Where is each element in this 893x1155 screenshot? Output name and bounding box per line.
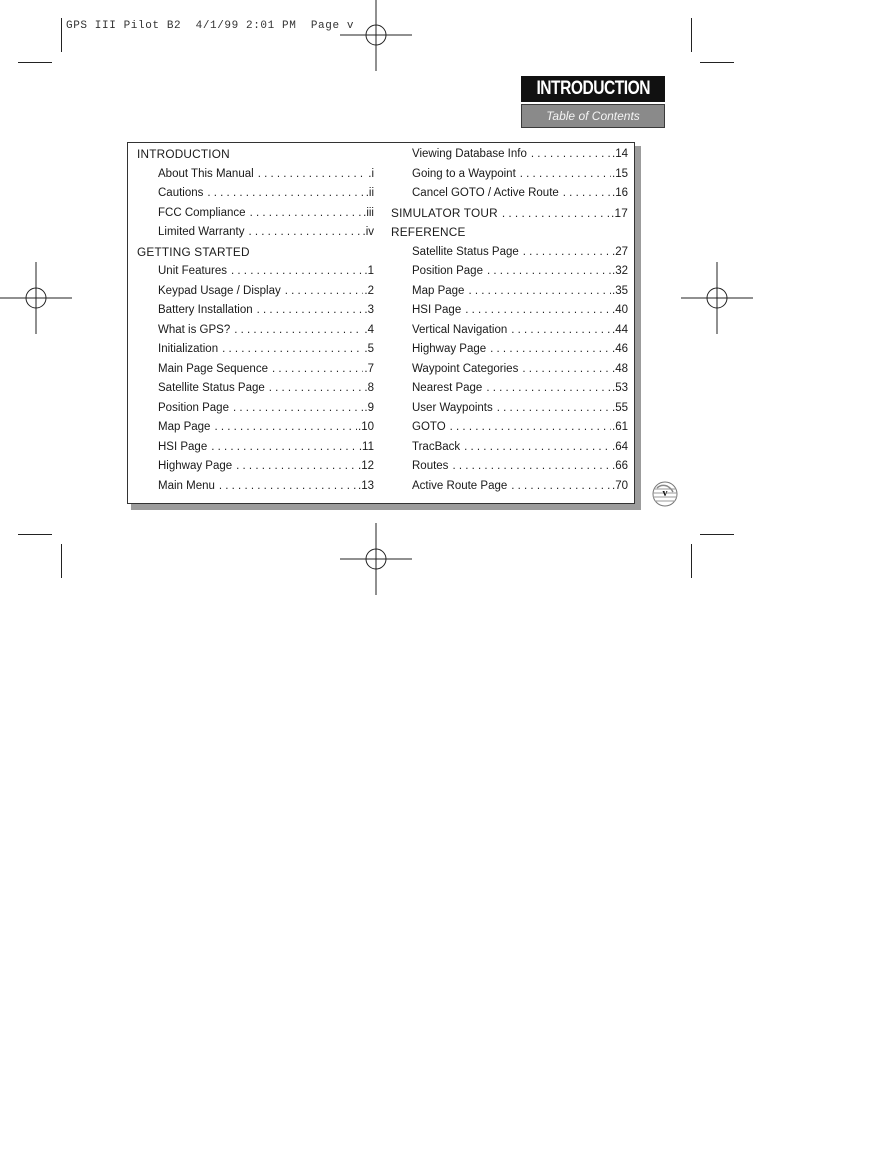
- toc-dot-leader: [231, 262, 363, 282]
- toc-entry: [137, 438, 374, 458]
- toc-entry: [137, 379, 374, 399]
- toc-entry-label: INTRODUCTION: [137, 147, 230, 161]
- toc-entry-page: .17: [611, 205, 628, 220]
- toc-dot-leader: [452, 457, 611, 477]
- toc-section-heading: [137, 145, 374, 165]
- toc-entry-page: .iii: [363, 206, 374, 219]
- toc-entry: [391, 379, 628, 399]
- toc-entry-label: GETTING STARTED: [137, 244, 250, 259]
- toc-dot-leader: [269, 379, 364, 399]
- toc-column-left: [137, 145, 374, 496]
- toc-section-heading: [391, 204, 628, 224]
- toc-entry: [137, 165, 374, 185]
- toc-entry-label: FCC Compliance: [158, 206, 246, 219]
- toc-entry: [137, 321, 374, 341]
- toc-dot-leader: [486, 379, 611, 399]
- toc-dot-leader: [249, 223, 362, 243]
- toc-entry-label: Unit Features: [158, 265, 228, 277]
- toc-dot-leader: [468, 282, 611, 302]
- toc-dot-leader: [497, 399, 611, 419]
- toc-entry-page: .61: [612, 421, 628, 433]
- toc-entry-page: .11: [358, 440, 374, 453]
- toc-entry-label: Going to a Waypoint: [412, 167, 516, 180]
- toc-entry-page: .5: [364, 343, 374, 355]
- toc-dot-leader: [272, 360, 363, 380]
- toc-entry-label: Highway Page: [158, 460, 233, 472]
- toc-entry: [137, 418, 374, 438]
- toc-entry-page: .ii: [365, 187, 374, 199]
- toc-dot-leader: [487, 262, 611, 282]
- toc-dot-leader: [219, 477, 357, 497]
- toc-entry: [137, 477, 374, 497]
- toc-entry-page: .55: [612, 401, 628, 414]
- page-number-badge: [651, 480, 679, 508]
- toc-entry-label: Position Page: [412, 265, 483, 277]
- toc-entry-label: User Waypoints: [412, 401, 493, 414]
- toc-entry-page: .15: [612, 167, 628, 180]
- toc-entry-label: Cancel GOTO / Active Route: [412, 187, 559, 199]
- toc-entry-page: .16: [612, 187, 628, 199]
- toc-dot-leader: [207, 184, 364, 204]
- toc-entry: [391, 165, 628, 185]
- toc-dot-leader: [250, 204, 363, 224]
- toc-entry-page: .2: [364, 284, 374, 297]
- toc-dot-leader: [222, 340, 363, 360]
- toc-dot-leader: [511, 321, 611, 341]
- page-number: v: [662, 488, 668, 499]
- toc-entry-label: Battery Installation: [158, 304, 253, 316]
- toc-dot-leader: [285, 282, 364, 302]
- toc-entry-label: Highway Page: [412, 343, 487, 355]
- toc-entry: [391, 418, 628, 438]
- crop-mark: [18, 534, 52, 535]
- section-subtitle: Table of Contents: [521, 104, 665, 128]
- toc-entry-label: Keypad Usage / Display: [158, 284, 281, 297]
- toc-entry: [391, 457, 628, 477]
- toc-dot-leader: [258, 165, 368, 185]
- toc-dot-leader: [233, 399, 363, 419]
- toc-entry-page: .46: [612, 343, 628, 355]
- toc-entry-label: About This Manual: [158, 167, 254, 180]
- toc-entry-page: .9: [364, 401, 374, 414]
- toc-dot-leader: [502, 204, 610, 224]
- toc-entry-page: .64: [612, 440, 628, 453]
- toc-entry: [391, 399, 628, 419]
- toc-entry-label: Map Page: [412, 284, 465, 297]
- toc-dot-leader: [511, 477, 611, 497]
- toc-entry-label: TracBack: [412, 440, 461, 453]
- toc-entry-page: .13: [358, 479, 374, 492]
- toc-entry: [391, 360, 628, 380]
- toc-entry-label: Active Route Page: [412, 479, 508, 492]
- toc-entry-label: GOTO: [412, 421, 446, 433]
- toc-entry-label: Position Page: [158, 401, 229, 414]
- toc-entry: [137, 399, 374, 419]
- toc-dot-leader: [490, 340, 611, 360]
- toc-entry-page: .10: [358, 421, 374, 433]
- toc-entry: [137, 282, 374, 302]
- toc-entry-label: Main Page Sequence: [158, 362, 268, 375]
- toc-entry: [137, 340, 374, 360]
- toc-entry: [391, 321, 628, 341]
- toc-dot-leader: [465, 301, 611, 321]
- registration-target-icon: [681, 262, 753, 334]
- registration-target-icon: [340, 0, 412, 71]
- toc-entry-page: .i: [368, 167, 374, 180]
- toc-dot-leader: [563, 184, 611, 204]
- toc-entry: [137, 360, 374, 380]
- registration-target-icon: [0, 262, 72, 334]
- toc-dot-leader: [531, 145, 611, 165]
- toc-entry-label: Nearest Page: [412, 382, 483, 394]
- toc-entry: [137, 204, 374, 224]
- toc-entry-page: .27: [612, 245, 628, 258]
- print-slug: GPS III Pilot B2 4/1/99 2:01 PM Page v: [66, 20, 355, 32]
- toc-entry-label: Limited Warranty: [158, 226, 245, 238]
- crop-mark: [61, 544, 62, 578]
- toc-entry: [391, 262, 628, 282]
- toc-dot-leader: [234, 321, 363, 341]
- toc-entry: [391, 145, 628, 165]
- crop-mark: [691, 544, 692, 578]
- toc-entry-label: Initialization: [158, 343, 219, 355]
- toc-dot-leader: [523, 243, 611, 263]
- toc-entry: [391, 340, 628, 360]
- toc-entry-page: .66: [612, 460, 628, 472]
- registration-target-icon: [340, 523, 412, 595]
- toc-column-right: [391, 145, 628, 496]
- toc-dot-leader: [236, 457, 357, 477]
- toc-entry: [391, 477, 628, 497]
- toc-entry: [137, 301, 374, 321]
- toc-entry: [137, 223, 374, 243]
- toc-entry-label: Map Page: [158, 421, 211, 433]
- toc-section-heading: [391, 223, 628, 243]
- toc-dot-leader: [522, 360, 611, 380]
- toc-entry-label: Waypoint Categories: [412, 362, 519, 375]
- toc-entry-label: SIMULATOR TOUR: [391, 205, 498, 220]
- toc-entry: [391, 243, 628, 263]
- toc-entry-page: .53: [612, 382, 628, 394]
- toc-entry-page: .iv: [362, 226, 374, 238]
- toc-dot-leader: [257, 301, 364, 321]
- toc-dot-leader: [464, 438, 611, 458]
- toc-entry-label: Satellite Status Page: [158, 382, 265, 394]
- toc-entry-page: .12: [358, 460, 374, 472]
- toc-entry: [137, 457, 374, 477]
- crop-mark: [700, 534, 734, 535]
- crop-mark: [700, 62, 734, 63]
- section-title-text: INTRODUCTION: [536, 78, 650, 99]
- toc-entry-label: HSI Page: [412, 304, 462, 316]
- toc-entry-page: .44: [612, 323, 628, 336]
- toc-entry-page: .48: [612, 362, 628, 375]
- toc-entry: [391, 438, 628, 458]
- table-of-contents: [127, 142, 635, 504]
- crop-mark: [61, 18, 62, 52]
- toc-entry-page: .35: [612, 284, 628, 297]
- toc-entry-label: Routes: [412, 460, 449, 472]
- toc-entry: [391, 301, 628, 321]
- toc-entry: [391, 282, 628, 302]
- toc-entry-page: .4: [364, 323, 374, 336]
- toc-dot-leader: [214, 418, 357, 438]
- toc-entry: [137, 184, 374, 204]
- toc-dot-leader: [211, 438, 358, 458]
- toc-entry-label: What is GPS?: [158, 323, 231, 336]
- toc-entry-label: Viewing Database Info: [412, 148, 527, 160]
- section-title: [521, 76, 665, 102]
- toc-entry-label: Cautions: [158, 187, 204, 199]
- toc-entry-page: .7: [364, 362, 374, 375]
- toc-dot-leader: [520, 165, 611, 185]
- toc-dot-leader: [450, 418, 611, 438]
- toc-entry-label: Main Menu: [158, 479, 215, 492]
- toc-entry-label: REFERENCE: [391, 225, 466, 239]
- crop-mark: [18, 62, 52, 63]
- toc-entry-page: .32: [612, 265, 628, 277]
- toc-entry-page: .70: [612, 479, 628, 492]
- toc-entry: [137, 262, 374, 282]
- toc-section-heading: [137, 243, 374, 263]
- toc-entry-label: Satellite Status Page: [412, 245, 519, 258]
- toc-entry-label: HSI Page: [158, 440, 208, 453]
- toc-entry-page: .40: [612, 304, 628, 316]
- toc-entry-label: Vertical Navigation: [412, 323, 508, 336]
- crop-mark: [691, 18, 692, 52]
- toc-entry-page: .3: [364, 304, 374, 316]
- toc-entry-page: .1: [364, 265, 374, 277]
- toc-entry: [391, 184, 628, 204]
- toc-entry-page: .8: [364, 382, 374, 394]
- toc-entry-page: .14: [612, 148, 628, 160]
